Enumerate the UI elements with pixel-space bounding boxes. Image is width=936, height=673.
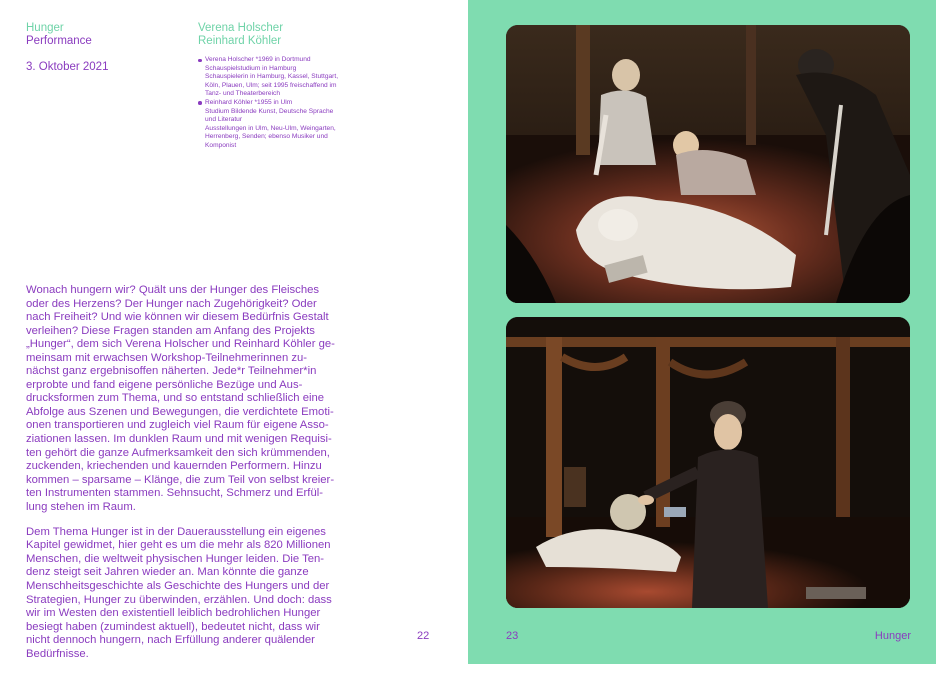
text-line: ziationen lassen. Im dunklen Raum und mit wenigen Requisi- (26, 433, 332, 446)
text-line: nicht dennoch hungern, nach Erfüllung anderer quälender (26, 634, 315, 647)
text-line: verleihen? Diese Fragen standen am Anfang des Projekts (26, 324, 315, 337)
article-body (26, 284, 366, 673)
event-date: 3. Oktober 2021 (26, 61, 109, 73)
text-line: Menschheitsgeschichte als Geschichte des Hungers und der (26, 579, 330, 592)
artist-bios (198, 56, 373, 151)
bio-line: und Literatur (205, 116, 243, 124)
artist-names (198, 22, 283, 48)
running-head: Hunger (874, 630, 911, 642)
bio-line: Herrenberg, Senden; ebenso Musiker und (205, 133, 328, 141)
text-line: Abfolge aus Szenen und Bewegungen, die verdichtete Emoti- (26, 405, 334, 418)
text-line: Kapitel gewidmet, hier geht es um die mehr als 820 Millionen (26, 539, 331, 552)
text-line: ten gehört die ganze Aufmerksamkeit den sich krümmenden, (26, 446, 330, 459)
performance-photo-bottom (506, 317, 910, 608)
page-number-left: 22 (417, 630, 430, 642)
text-line: ten Instrumenten stammen. Sehnsucht, Schmerz und Erfül- (26, 487, 323, 500)
bio-item-holscher (198, 56, 373, 99)
text-line: kommen – sparsame – Klänge, die zum Teil von selbst kreier- (26, 473, 335, 486)
performance-photo-bottom-image (506, 317, 910, 608)
text-line: wir im Westen den existentiell leiblich bedrohlichen Hunger (26, 607, 321, 620)
paragraph-2 (26, 526, 366, 661)
event-type: Performance (26, 35, 92, 47)
text-line: Wonach hungern wir? Quält uns der Hunger des Fleisches (26, 284, 320, 296)
text-line: onen transportieren und zugleich viel Raum für eigene Asso- (26, 419, 329, 432)
bio-line: Köln, Plauen, Ulm; seit 1995 freischaffend im (205, 81, 337, 89)
bio-item-koehler (198, 99, 373, 151)
text-line: Strategien, Hunger zu überwinden, erzählen. Und doch: dass (26, 593, 332, 606)
bio-line: Reinhard Köhler *1955 in Ulm (205, 98, 293, 106)
text-line: zuckenden, kriechenden und kauernden Performern. Hinzu (26, 460, 322, 473)
text-line: oder des Herzens? Der Hunger nach Zugehörigkeit? Oder (26, 297, 317, 310)
artist-name-2: Reinhard Köhler (198, 35, 282, 47)
text-line: meinsam mit erwachsen Workshop-Teilnehmerinnen zu- (26, 351, 308, 364)
text-line: denz steigt seit Jahren wieder an. Man könnte die ganze (26, 566, 309, 579)
text-line: nach Freiheit? Und wie können wir diesem Bedürfnis Gestalt (26, 311, 329, 324)
bio-line: Verena Holscher *1969 in Dortmund (205, 56, 311, 63)
bio-line: Studium Bildende Kunst, Deutsche Sprache (205, 107, 334, 115)
performance-photo-top (506, 25, 910, 303)
bio-line: Schauspielstudium in Hamburg (205, 64, 297, 72)
artist-name-1: Verena Holscher (198, 22, 284, 34)
right-page (468, 0, 936, 664)
bio-line: Tanz- und Theaterbereich (205, 90, 281, 98)
left-page (0, 0, 468, 664)
bio-line: Komponist (205, 141, 237, 149)
paragraph-1 (26, 284, 366, 514)
text-line: drucksformen zum Thema, und so entstand schließlich eine (26, 392, 325, 405)
text-line: erprobte und fand eigene persönliche Bezüge und Aus- (26, 378, 303, 391)
text-line: Dem Thema Hunger ist in der Dauerausstellung ein eigenes (26, 525, 326, 538)
text-line: lung stehen im Raum. (26, 500, 136, 513)
text-line: besiegt haben (zumindest aktuell), bedeutet nicht, dass wir (26, 620, 320, 633)
bio-line: Schauspielerin in Hamburg, Kassel, Stuttgart, (205, 73, 339, 81)
bio-line: Ausstellungen in Ulm, Neu-Ulm, Weingarten, (205, 124, 336, 132)
event-heading (26, 22, 92, 48)
event-title: Hunger (26, 22, 64, 34)
performance-photo-top-image (506, 25, 910, 303)
page-number-right: 23 (506, 630, 519, 642)
text-line: „Hunger“, dem sich Verena Holscher und Reinhard Köhler ge- (26, 338, 335, 351)
text-line: Bedürfnisse. (26, 647, 89, 660)
text-line: nächst ganz ergebnisoffen näherten. Jede*r Teilnehmer*in (26, 365, 317, 378)
text-line: Menschen, die weltweit physischen Hunger leiden. Die Ten- (26, 552, 325, 565)
